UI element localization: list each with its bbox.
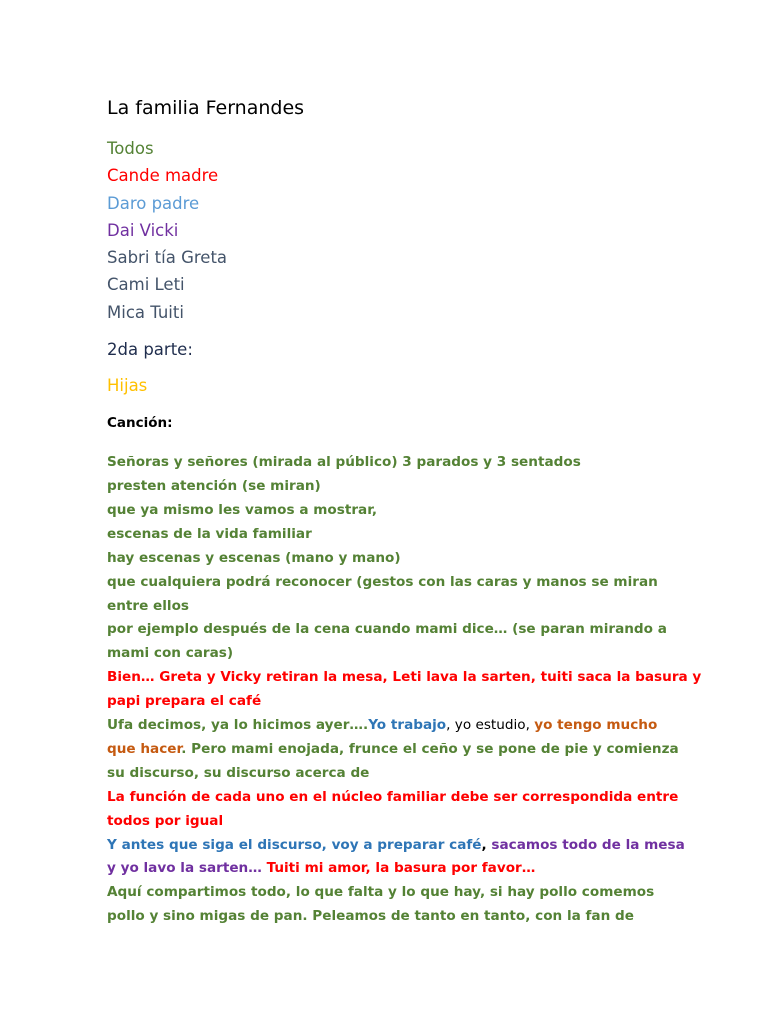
song-line-segment: ,	[481, 836, 492, 853]
song-line-segment: Yo trabajo	[368, 717, 447, 734]
song-line-segment: yo tengo mucho	[534, 717, 658, 734]
song-line	[107, 523, 667, 547]
song-line-segment: por ejemplo después de la cena cuando mami dice… (se paran mirando a	[107, 621, 667, 638]
cast-item: Mica Tuiti	[107, 302, 184, 322]
cast-item: Dai Vicki	[107, 220, 179, 240]
song-line-segment: que hacer	[107, 740, 182, 757]
cast-item: Sabri tía Greta	[107, 248, 228, 268]
song-line-segment: todos por igual	[107, 812, 224, 829]
song-line-segment: que ya mismo les vamos a mostrar,	[107, 501, 378, 518]
document-content	[107, 96, 702, 929]
song-line	[107, 618, 667, 642]
song-title: Canción:	[107, 415, 173, 432]
song-line-segment: escenas de la vida familiar	[107, 525, 312, 542]
song-line-segment: su discurso, su discurso acerca de	[107, 764, 370, 781]
song-line-segment: Y antes que siga el discurso, voy a preparar café	[107, 836, 482, 853]
song-line	[107, 714, 667, 738]
song-line-segment: sacamos todo de la mesa	[491, 836, 685, 853]
song-line-segment: pollo y sino migas de pan. Peleamos de tanto en tanto, con la fan de	[107, 908, 634, 925]
song-line	[107, 857, 667, 881]
song-line	[107, 905, 667, 929]
song-line	[107, 666, 702, 690]
song-line	[107, 810, 667, 834]
song-line-segment: Tuiti mi amor, la basura por favor…	[266, 860, 536, 877]
song-line-segment: La función de cada uno en el núcleo familiar debe ser correspondida entre	[107, 788, 679, 805]
song-line	[107, 499, 667, 523]
song-line	[107, 642, 667, 666]
song-line-segment: entre ellos	[107, 597, 190, 614]
song-line-segment: , yo estudio,	[446, 717, 535, 734]
song-line	[107, 881, 667, 905]
song-line-segment: mami con caras)	[107, 645, 234, 662]
song-line	[107, 451, 667, 475]
song-line	[107, 475, 667, 499]
song-line-segment: hay escenas y escenas (mano y mano)	[107, 549, 401, 566]
song-line-segment: y yo lavo la sarten…	[107, 860, 267, 877]
song-line	[107, 834, 685, 858]
song-line-segment: . Pero mami enojada, frunce el ceño y se pone de pie y comienza	[181, 740, 679, 757]
song-line	[107, 786, 679, 810]
cast-item: Todos	[107, 139, 154, 158]
cast-list	[107, 135, 667, 326]
part-title: 2da parte:	[107, 340, 193, 360]
song-line-segment: Bien… Greta y Vicky retiran la mesa, Leti lava la sarten, tuiti saca la basura y	[107, 669, 702, 686]
song-line-segment: que cualquiera podrá reconocer (gestos con las caras y manos se miran	[107, 573, 658, 590]
cast-item: Daro padre	[107, 193, 200, 213]
song-line	[107, 571, 667, 595]
song-line-segment: Señoras y señores (mirada al público) 3 parados y 3 sentados	[107, 454, 581, 471]
cast-item: Cami Leti	[107, 275, 185, 295]
song-line-segment: papi prepara el café	[107, 693, 262, 710]
song-line-segment: presten atención (se miran)	[107, 477, 321, 494]
hijas-heading: Hijas	[107, 376, 148, 396]
song-lyrics	[107, 451, 702, 929]
document-title: La familia Fernandes	[107, 97, 305, 119]
song-line-segment: Aquí compartimos todo, lo que falta y lo que hay, si hay pollo comemos	[107, 884, 655, 901]
song-line	[107, 762, 667, 786]
song-line	[107, 738, 679, 762]
song-line-segment: Ufa decimos, ya lo hicimos ayer….	[107, 717, 369, 734]
song-line	[107, 690, 667, 714]
song-line	[107, 547, 667, 571]
cast-item: Cande madre	[107, 166, 219, 186]
song-line	[107, 595, 667, 619]
